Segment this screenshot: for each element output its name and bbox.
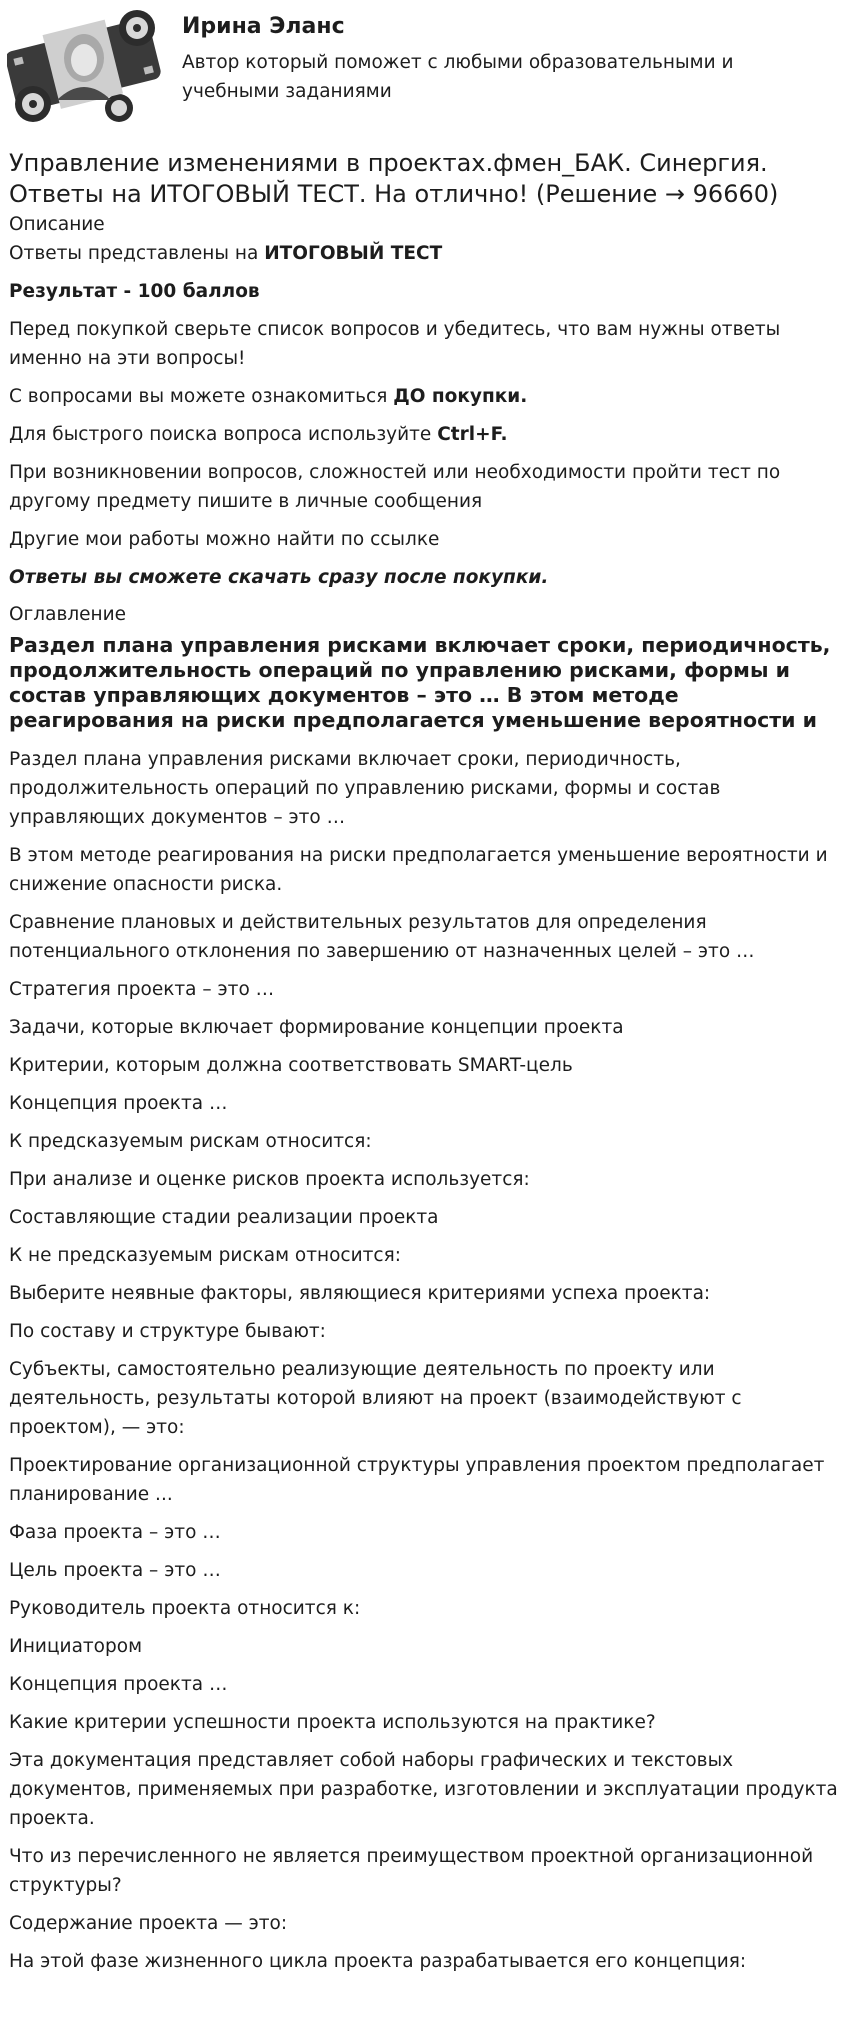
question-item: Эта документация представляет собой наборы графических и текстовых документов, применяемых при разработке, изготовлении и эксплуатации продукта проекта. xyxy=(9,1750,838,1829)
question-item: Фаза проекта – это … xyxy=(9,1522,221,1543)
question-item: В этом методе реагирования на риски предполагается уменьшение вероятности и снижение опасности риска. xyxy=(9,845,828,895)
question-item: Составляющие стадии реализации проекта xyxy=(9,1207,439,1228)
search-shortcut: Ctrl+F. xyxy=(437,424,508,445)
question-item: Цель проекта – это … xyxy=(9,1560,221,1581)
question-item: Критерии, которым должна соответствовать SMART-цель xyxy=(9,1055,573,1076)
avatar[interactable] xyxy=(9,0,169,126)
review-bold: ДО покупки. xyxy=(393,386,528,407)
question-item: Раздел плана управления рисками включает сроки, периодичность, продолжительность операций по управлению рисками, формы и состав управляющих документов – это … xyxy=(9,749,721,828)
question-item: На этой фазе жизненного цикла проекта разрабатывается его концепция: xyxy=(9,1951,747,1972)
question-item: По составу и структуре бывают: xyxy=(9,1321,326,1342)
film-reel-avatar-icon xyxy=(7,4,161,128)
question-item: Руководитель проекта относится к: xyxy=(9,1598,361,1619)
result-text: Результат - 100 баллов xyxy=(9,281,260,302)
answers-prefix: Ответы представлены на xyxy=(9,243,265,264)
other-works-notice: Другие мои работы можно найти по ссылке xyxy=(9,529,440,550)
question-item: Инициатором xyxy=(9,1636,143,1657)
review-notice xyxy=(9,382,838,411)
author-card xyxy=(9,0,838,134)
question-item: Концепция проекта … xyxy=(9,1674,228,1695)
question-item: Задачи, которые включает формирование концепции проекта xyxy=(9,1017,624,1038)
check-notice: Перед покупкой сверьте список вопросов и убедитесь, что вам нужны ответы именно на эти вопросы! xyxy=(9,319,781,369)
question-item: Какие критерии успешности проекта используются на практике? xyxy=(9,1712,656,1733)
question-item: Концепция проекта … xyxy=(9,1093,228,1114)
question-item: Выберите неявные факторы, являющиеся критериями успеха проекта: xyxy=(9,1283,711,1304)
question-item: При анализе и оценке рисков проекта используется: xyxy=(9,1169,530,1190)
answers-info xyxy=(9,239,838,268)
toc-heading: Раздел плана управления рисками включает сроки, периодичность, продолжительность операций по управлению рисками, формы и состав управляющих документов – это … В этом методе реагирования на риски предполагается уменьшение вероятности и xyxy=(9,633,831,732)
search-prefix: Для быстрого поиска вопроса используйте xyxy=(9,424,438,445)
question-item: К не предсказуемым рискам относится: xyxy=(9,1245,401,1266)
question-item: Что из перечисленного не является преимуществом проектной организационной структуры? xyxy=(9,1846,814,1896)
answers-test-name: ИТОГОВЫЙ ТЕСТ xyxy=(264,243,443,264)
review-prefix: С вопросами вы можете ознакомиться xyxy=(9,386,394,407)
question-item: Стратегия проекта – это … xyxy=(9,979,275,1000)
contact-notice: При возникновении вопросов, сложностей или необходимости пройти тест по другому предмету пишите в личные сообщения xyxy=(9,462,781,512)
page-title: Управление изменениями в проектах.фмен_БАК. Синергия. Ответы на ИТОГОВЫЙ ТЕСТ. На отлично! (Решение → 96660) xyxy=(9,149,779,208)
author-description: Автор который поможет с любыми образовательными и учебными заданиями xyxy=(182,52,734,102)
description-label: Описание xyxy=(9,214,105,235)
question-item: Субъекты, самостоятельно реализующие деятельность по проекту или деятельность, результаты которой влияют на проект (взаимодействуют с проектом), — это: xyxy=(9,1359,742,1438)
question-item: Сравнение плановых и действительных результатов для определения потенциального отклонения по завершению от назначенных целей – это … xyxy=(9,912,755,962)
question-item: Проектирование организационной структуры управления проектом предполагает планирование ... xyxy=(9,1455,825,1505)
question-item: Содержание проекта — это: xyxy=(9,1913,288,1934)
search-notice xyxy=(9,420,838,449)
download-notice: Ответы вы сможете скачать сразу после покупки. xyxy=(9,567,549,588)
toc-label: Оглавление xyxy=(9,604,127,625)
question-list xyxy=(9,745,838,1976)
question-item: К предсказуемым рискам относится: xyxy=(9,1131,372,1152)
author-name[interactable]: Ирина Эланс xyxy=(182,14,345,39)
